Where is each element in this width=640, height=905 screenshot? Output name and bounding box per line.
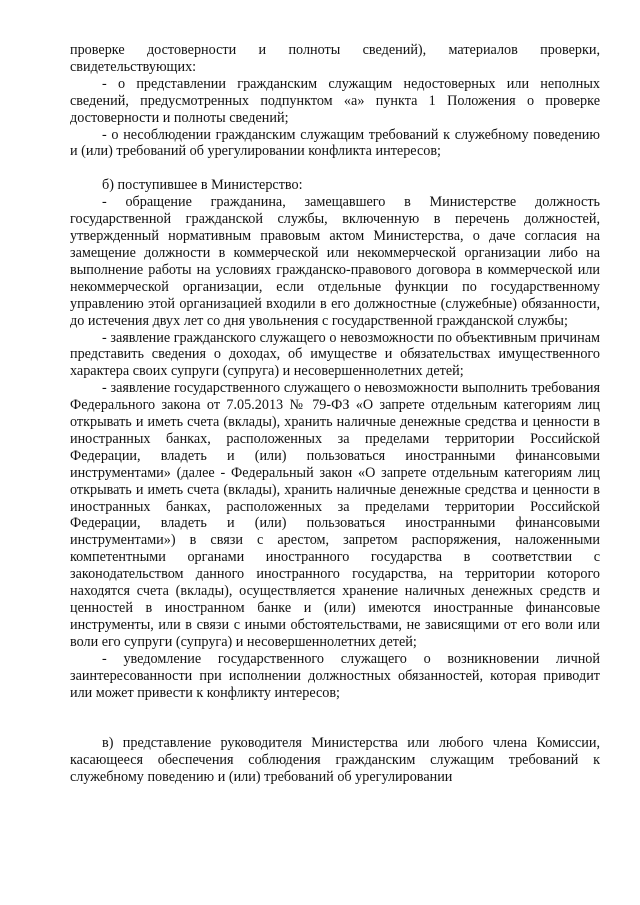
paragraph-false-information: - о представлении гражданским служащим недостоверных или неполных сведений, предусмотренных подпунктом «а» пункта 1 Положения о проверке достоверности и полноты сведений; [70, 75, 600, 126]
paragraph-conduct-violation: - о несоблюдении гражданским служащим требований к служебному поведению и (или) требований об урегулировании конфликта интересов; [70, 126, 600, 160]
paragraph-item-v: в) представление руководителя Министерства или любого члена Комиссии, касающееся обеспечения соблюдения гражданским служащим требований к служебному поведению и (или) требований об урегулировании [70, 735, 600, 786]
paragraph-conflict-notification: - уведомление государственного служащего о возникновении личной заинтересованности при исполнении должностных обязанностей, которая приводит или может привести к конфликту интересов; [70, 650, 600, 701]
paragraph-citizen-request: - обращение гражданина, замещавшего в Министерстве должность государственной гражданской службы, включенную в перечень должностей, утвержденный нормативным правовым актом Министерства, о даче согласия на замещение должности в коммерческой или некоммерческой организации либо на выполнение работы на условиях гражданско-правового договора в коммерческой или некоммерческой организации, если отдельные функции по государственному управлению этой организацией входили в его должностные (служебные) обязанности, до истечения двух лет со дня увольнения с государственной гражданской службы; [70, 194, 600, 329]
paragraph-continuation: проверке достоверности и полноты сведений), материалов проверки, свидетельствующих: [70, 42, 600, 75]
paragraph-item-b: б) поступившее в Министерство: [102, 177, 303, 194]
paragraph-income-statement: - заявление гражданского служащего о невозможности по объективным причинам представить сведения о доходах, об имуществе и обязательствах имущественного характера своих супруги (супруга) и несовершеннолетних детей; [70, 329, 600, 380]
paragraph-federal-law-statement: - заявление государственного служащего о невозможности выполнить требования Федерального закона от 7.05.2013 № 79-ФЗ «О запрете отдельным категориям лиц открывать и иметь счета (вклады), хранить наличные денежные средства и ценности в иностранных банках, расположенных за пределами территории Российской Федерации, владеть и (или) пользоваться иностранными финансовыми инструментами» (далее - Федеральный закон «О запрете отдельным категориям лиц открывать и иметь счета (вклады), хранить наличные денежные средства и ценности в иностранных банках, расположенных за пределами территории Российской Федерации, владеть и (или) пользоваться иностранными финансовыми инструментами») в связи с арестом, запретом распоряжения, наложенными компетентными органами иностранного государства в соответствии с законодательством данного иностранного государства, на территории которого находятся счета (вклады), осуществляется хранение наличных денежных средств и ценностей в иностранном банке и (или) имеются иностранные финансовые инструменты, или в связи с иными обстоятельствами, не зависящими от его воли или воли его супруги (супруга) и несовершеннолетних детей; [70, 380, 600, 650]
document-page [70, 42, 600, 786]
